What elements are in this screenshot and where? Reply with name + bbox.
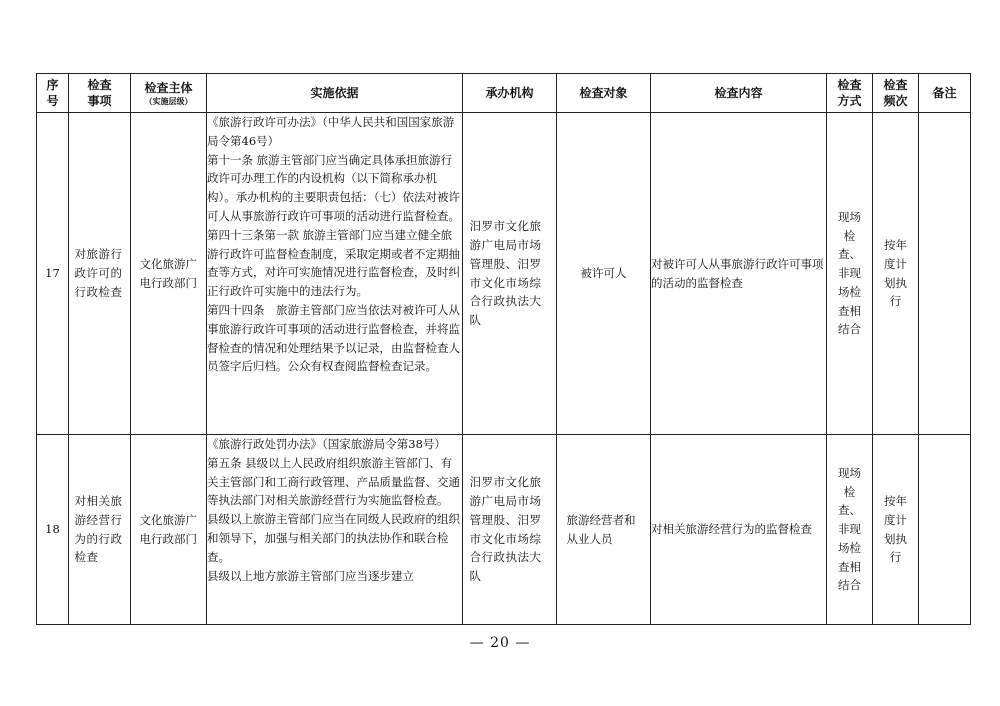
row-target: 被许可人 xyxy=(557,113,651,435)
basis-para: 县级以上地方旅游主管部门应当逐步建立 xyxy=(207,568,414,583)
header-subject: 检查主体 （实施层级） xyxy=(131,74,207,113)
row-content: 对被许可人从事旅游行政许可事项的活动的监督检查 xyxy=(651,113,827,435)
basis-para: 县级以上旅游主管部门应当在同级人民政府的组织和领导下，加强与相关部门的执法协作和联合检查。 xyxy=(207,512,460,564)
row-method: 现场检查、非现场检查相结合 xyxy=(827,113,873,435)
page-number: — 20 — xyxy=(469,635,531,651)
row-target: 旅游经营者和从业人员 xyxy=(557,435,651,625)
row-freq: 按年度计划执行 xyxy=(873,113,919,435)
row-agency: 汨罗市文化旅游广电局市场管理股、汨罗市文化市场综合行政执法大队 xyxy=(463,435,557,625)
header-freq: 检查频次 xyxy=(873,74,919,113)
row-subject: 文化旅游广电行政部门 xyxy=(131,113,207,435)
inspection-table xyxy=(36,73,971,625)
row-subject: 文化旅游广电行政部门 xyxy=(131,435,207,625)
basis-para: 第四十三条第一款 旅游主管部门应当建立健全旅游行政许可监督检查制度，采取定期或者不定期抽查等方式，对许可实施情况进行监督检查，及时纠正行政许可实施中的违法行为。 xyxy=(207,227,460,299)
basis-para: 第十一条 旅游主管部门应当确定具体承担旅游行政许可办理工作的内设机构（以下简称承办机构）。承办机构的主要职责包括：（七）依法对被许可人从事旅游行政许可事项的活动进行监督检查。 xyxy=(207,152,460,223)
header-method: 检查方式 xyxy=(827,74,873,113)
row-remark xyxy=(919,113,971,435)
row-basis xyxy=(207,113,463,435)
row-agency: 汨罗市文化旅游广电局市场管理股、汨罗市文化市场综合行政执法大队 xyxy=(463,113,557,435)
header-basis: 实施依据 xyxy=(207,74,463,113)
row-content: 对相关旅游经营行为的监督检查 xyxy=(651,435,827,625)
row-item: 对相关旅游经营行为的行政检查 xyxy=(69,435,131,625)
row-seq: 18 xyxy=(37,435,69,625)
header-content: 检查内容 xyxy=(651,74,827,113)
basis-para: 《旅游行政处罚办法》（国家旅游局令第38号） xyxy=(207,437,446,451)
row-remark xyxy=(919,435,971,625)
table-row xyxy=(37,113,971,435)
table-row xyxy=(37,435,971,625)
row-freq: 按年度计划执行 xyxy=(873,435,919,625)
row-method: 现场检查、非现场检查相结合 xyxy=(827,435,873,625)
row-basis xyxy=(207,435,463,625)
basis-para: 《旅游行政许可办法》（中华人民共和国国家旅游局令第46号） xyxy=(207,115,455,148)
row-seq: 17 xyxy=(37,113,69,435)
header-target: 检查对象 xyxy=(557,74,651,113)
header-item: 检查事项 xyxy=(69,74,131,113)
basis-para: 第四十四条 旅游主管部门应当依法对被许可人从事旅游行政许可事项的活动进行监督检查，并将监督检查的情况和处理结果予以记录，由监督检查人员签字后归档。公众有权查阅监督检查记录。 xyxy=(207,302,460,374)
header-subject-sub: （实施层级） xyxy=(144,96,193,106)
basis-para: 第五条 县级以上人民政府组织旅游主管部门、有关主管部门和工商行政管理、产品质量监督、交通等执法部门对相关旅游经营行为实施监督检查。 xyxy=(207,455,460,508)
header-remark: 备注 xyxy=(919,74,971,113)
header-row xyxy=(37,74,971,113)
header-seq: 序号 xyxy=(37,74,69,113)
row-item: 对旅游行政许可的行政检查 xyxy=(69,113,131,435)
header-agency: 承办机构 xyxy=(463,74,557,113)
